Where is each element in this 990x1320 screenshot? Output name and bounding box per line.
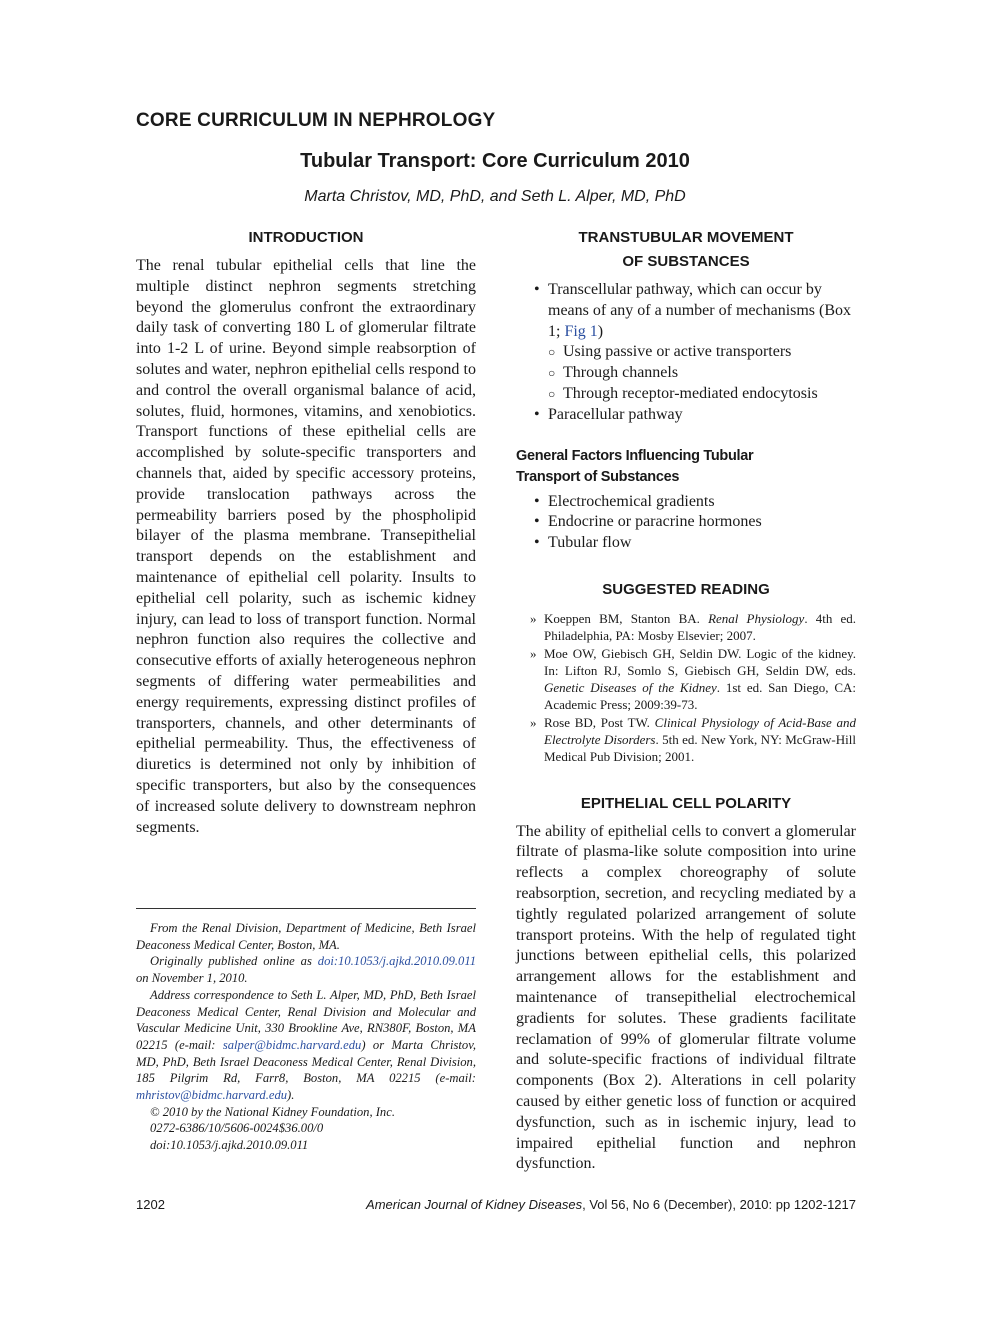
right-column: [516, 226, 856, 1175]
list-item: [516, 533, 856, 554]
sub-list-item: [548, 384, 856, 405]
introduction-heading: INTRODUCTION: [248, 229, 364, 246]
list-item: [516, 492, 856, 513]
circle-bullet-icon: ○: [548, 366, 556, 381]
bullet-icon: •: [534, 513, 540, 531]
footnote-published: [136, 953, 476, 986]
journal-details: , Vol 56, No 6 (December), 2010: pp 1202-1217: [582, 1197, 856, 1212]
email-link-alper[interactable]: salper@bidmc.harvard.edu: [222, 1037, 362, 1052]
reference-marker-icon: »: [530, 610, 537, 626]
footnote-copyright: © 2010 by the National Kidney Foundation, Inc.: [150, 1104, 395, 1119]
ref-text: Koeppen BM, Stanton BA.: [544, 610, 709, 626]
reference-item: [516, 610, 856, 645]
bullet-icon: •: [534, 281, 540, 298]
transtubular-heading-line2: OF SUBSTANCES: [622, 253, 750, 270]
item-text: Paracellular pathway: [548, 405, 683, 423]
transtubular-list: [516, 280, 856, 426]
sub-item-text: Through receptor-mediated endocytosis: [563, 384, 818, 402]
polarity-paragraph: The ability of epithelial cells to convert a glomerular filtrate of plasma-like solute composition into urine reflects a complex choreography of solute reabsorption, secretion, and recycling mediated by a tightly regulated polarized arrangement of solute transport proteins. With the help of regulated tight junctions between epithelial cells, this polarized arrangement allows for the establishment and maintenance of transepithelial electrochemical gradients for solutes. These gradients facilitate reclamation of 99% of glomerular filtrate volume and solute-specific fractions of individual filtrate components (Box 2). Alterations in cell polarity caused by either genetic loss of function or acquired dysfunction, such as in ischemic injury, lead to impaired epithelial function and nephron dysfunction.: [516, 822, 856, 1173]
authors: Marta Christov, MD, PhD, and Seth L. Alper, MD, PhD: [304, 188, 686, 205]
sub-list-item: [548, 363, 856, 384]
footnote-divider: [136, 908, 476, 909]
general-factors-heading: [516, 446, 856, 488]
suggested-reading-heading: SUGGESTED READING: [602, 580, 770, 598]
footnote-published-suffix: on November 1, 2010.: [136, 971, 248, 986]
series-heading: CORE CURRICULUM IN NEPHROLOGY: [136, 110, 496, 131]
journal-name: American Journal of Kidney Diseases: [366, 1197, 583, 1212]
circle-bullet-icon: ○: [548, 345, 556, 360]
general-factors-heading-line2: Transport of Substances: [516, 468, 680, 485]
footnote-issn: 0272-6386/10/5606-0024$36.00/0: [150, 1121, 324, 1136]
sub-item-text: Using passive or active transporters: [563, 343, 792, 361]
general-factors-heading-line1: General Factors Influencing Tubular: [516, 447, 754, 464]
sub-list-item: [548, 342, 856, 363]
footnote-affiliation: From the Renal Division, Department of Medicine, Beth Israel Deaconess Medical Center, Boston, MA.: [136, 921, 476, 952]
polarity-heading: EPITHELIAL CELL POLARITY: [580, 794, 792, 812]
article-title: Tubular Transport: Core Curriculum 2010: [300, 150, 690, 172]
bullet-icon: •: [534, 534, 540, 552]
page-number: 1202: [136, 1197, 165, 1212]
transtubular-sublist: [548, 342, 856, 404]
ref-text: . 5th ed. New York, NY: McGraw-Hill Medical Pub Division; 2001.: [544, 732, 856, 765]
footnote-published-prefix: Originally published online as: [150, 954, 318, 969]
item-text-prefix: Transcellular pathway, which can occur by means of any of a number of mechanisms (Box 1;: [548, 281, 852, 340]
reference-marker-icon: »: [530, 714, 537, 730]
ref-title: Genetic Diseases of the Kidney: [544, 680, 717, 696]
transtubular-heading: [516, 226, 856, 274]
reference-item: [516, 645, 856, 714]
journal-citation: [366, 1197, 856, 1212]
list-item: [516, 280, 856, 405]
ref-text: . 4th ed. Philadelphia, PA: Mosby Elsevier; 2007.: [544, 610, 856, 644]
left-column: [136, 226, 476, 838]
footnote-doi: doi:10.1053/j.ajkd.2010.09.011: [150, 1138, 309, 1153]
published-doi-link[interactable]: doi:10.1053/j.ajkd.2010.09.011: [317, 954, 476, 969]
general-factors-list: [516, 492, 856, 554]
list-item: [516, 512, 856, 533]
ref-title: Renal Physiology: [708, 610, 805, 626]
correspondence-text-3: ).: [287, 1088, 295, 1103]
sub-item-text: Through channels: [563, 364, 679, 382]
ref-text: Moe OW, Giebisch GH, Seldin DW. Logic of the kidney. In: Lifton RJ, Somlo S, Giebisch GH, Seldin DW, eds.: [544, 645, 856, 678]
correspondence-text-2: ) or Marta Christov, MD, PhD, Beth Israel Deaconess Medical Center, Renal Division, 185 Pilgrim Rd, Farr8, Boston, MA 02215 (e-mail:: [136, 1037, 476, 1086]
email-link-christov[interactable]: mhristov@bidmc.harvard.edu: [136, 1088, 288, 1103]
footnote-correspondence: [136, 987, 476, 1104]
ref-text: . 1st ed. San Diego, CA: Academic Press; 2009:39-73.: [544, 680, 856, 713]
circle-bullet-icon: ○: [548, 386, 556, 401]
reference-item: [516, 714, 856, 766]
footnotes: [136, 920, 476, 1154]
bullet-icon: •: [534, 492, 540, 510]
item-text-suffix: ): [597, 322, 604, 340]
list-item: [516, 405, 856, 426]
ref-title: Clinical Physiology of Acid-Base and Electrolyte Disorders: [544, 714, 857, 748]
ref-text: Rose BD, Post TW.: [544, 714, 655, 730]
transtubular-heading-line1: TRANSTUBULAR MOVEMENT: [578, 229, 794, 246]
item-text: Endocrine or paracrine hormones: [548, 513, 762, 531]
reference-list: [516, 610, 856, 766]
correspondence-text-1: Address correspondence to Seth L. Alper, MD, PhD, Beth Israel Deaconess Medical Center, Renal Division and Molecular and Vascular Medicine Unit, 330 Brookline Ave, RN380F, Boston, MA 02215 (e-mail:: [136, 987, 476, 1052]
item-text: Tubular flow: [548, 534, 632, 552]
reference-marker-icon: »: [530, 645, 537, 661]
introduction-paragraph: The renal tubular epithelial cells that line the multiple distinct nephron segments stretching beyond the glomerulus confront the extraordinary daily task of converting 180 L of glomerular filtrate into 1-2 L of urine. Beyond simple reabsorption of solutes and water, nephron epithelial cells respond to and control the overall organismal balance of acid, solutes, fluid, hormones, vitamins, and xenobiotics. Transport functions of these epithelial cells are accomplished by solute-specific transporters and channels that, aided by specific accessory proteins, provide translocation pathways across the permeability barriers posed by the phospholipid bilayer of the plasma membrane. Transepithelial transport depends on the establishment and maintenance of epithelial cell polarity. Insults to epithelial cell polarity, such as ischemic kidney injury, can lead to loss of transport function. Normal nephron function also requires the collective and consecutive efforts of axially heterogeneous nephron segments of differing water permeabilities and energy requirements, expressing distinct profiles of transporters, channels, and other determinants of epithelial permeability. Thus, the effectiveness of diuretics is determined not only by inhibition of specific transporters, but also by the consequences of increased solute delivery to downstream nephron segments.: [136, 257, 476, 836]
fig1-link[interactable]: Fig 1: [564, 322, 598, 340]
bullet-icon: •: [534, 405, 540, 423]
item-text: Electrochemical gradients: [548, 492, 715, 510]
